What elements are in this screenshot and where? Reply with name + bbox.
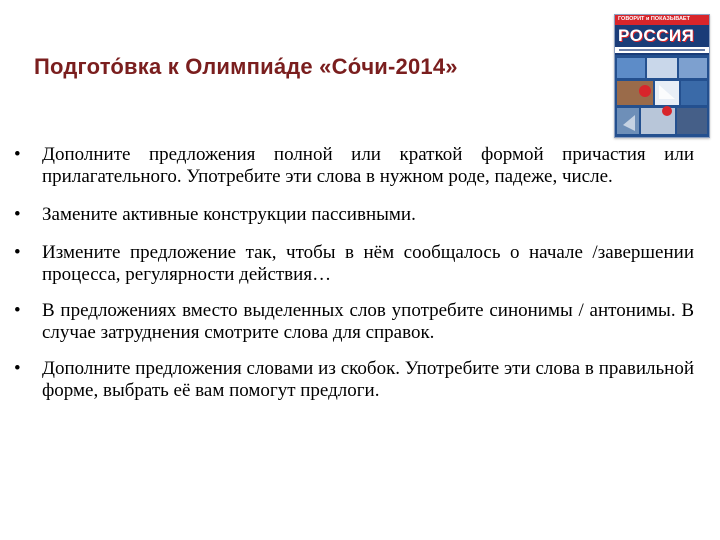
list-item: • В предложениях вместо выделенных слов употребите синонимы / антонимы. В случае затруднения смотрите слова для справок. bbox=[14, 300, 694, 344]
task-list bbox=[14, 144, 694, 402]
cover-photo-collage bbox=[615, 55, 709, 137]
list-item: • Замените активные конструкции пассивными. bbox=[14, 204, 694, 226]
list-item: • Измените предложение так, чтобы в нём сообщалось о начале /завершении процесса, регулярности действия… bbox=[14, 242, 694, 286]
slide-title: Подгото́вка к Олимпиа́де «Со́чи-2014» bbox=[34, 54, 458, 79]
magazine-cover-image bbox=[614, 14, 710, 138]
cover-brand: РОССИЯ bbox=[618, 26, 695, 45]
cover-header: ГОВОРИТ и ПОКАЗЫВАЕТ bbox=[618, 16, 690, 22]
cover-sub-line bbox=[619, 49, 705, 51]
list-item: • Дополните предложения словами из скобок. Употребите эти слова в правильной форме, выбрать её вам помогут предлоги. bbox=[14, 358, 694, 402]
list-item: • Дополните предложения полной или краткой формой причастия или прилагательного. Употребите эти слова в нужном роде, падеже, числе. bbox=[14, 144, 694, 188]
